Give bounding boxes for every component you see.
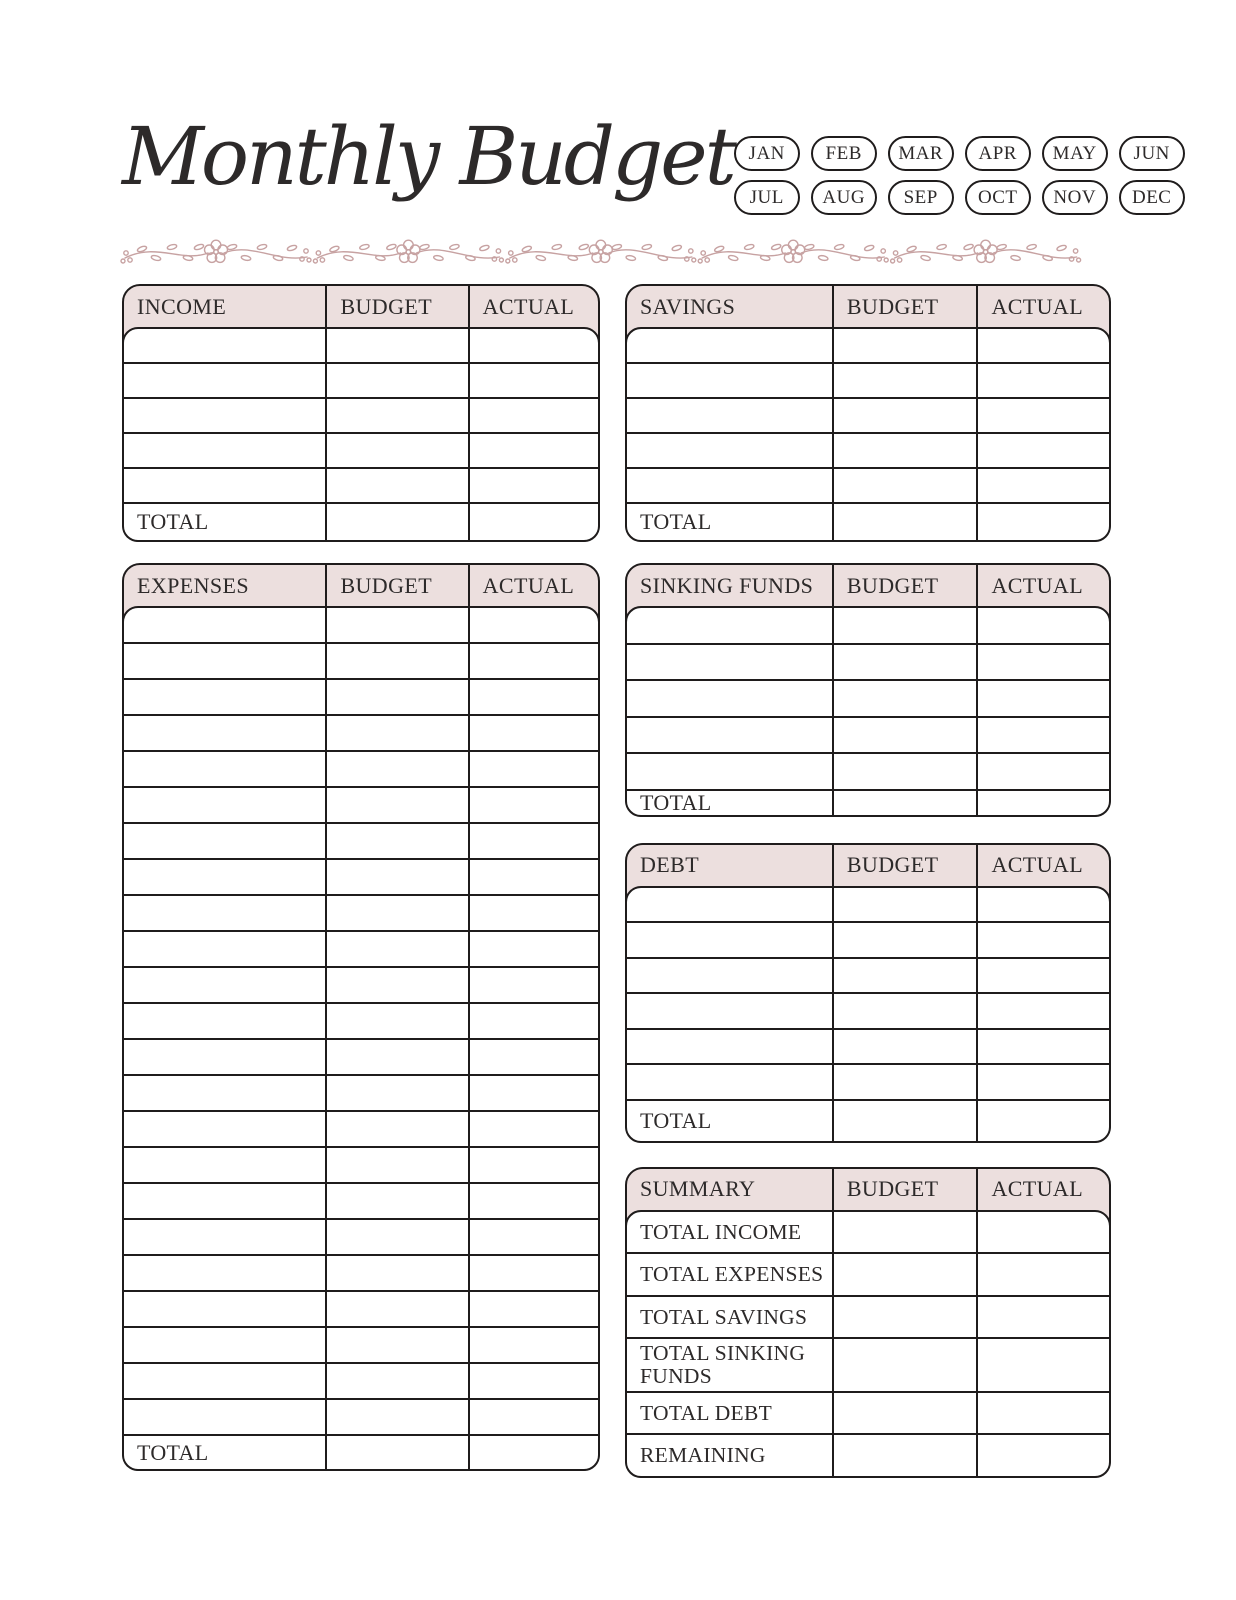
item-name-cell[interactable] [124,1328,325,1362]
actual-value-cell[interactable] [976,888,1109,922]
actual-value-cell[interactable] [468,1076,598,1110]
budget-value-cell[interactable] [832,364,977,397]
budget-value-cell[interactable] [325,1292,467,1326]
actual-value-cell[interactable] [976,1065,1109,1099]
month-pill-aug[interactable]: AUG [811,180,877,215]
actual-value-cell[interactable] [976,1339,1109,1390]
actual-value-cell[interactable] [468,364,598,397]
table-row [124,1398,598,1434]
budget-column-header: BUDGET [832,565,977,606]
actual-value-cell[interactable] [976,469,1109,502]
budget-value-cell[interactable] [325,824,467,858]
budget-total-cell[interactable] [832,504,977,540]
item-name-cell[interactable] [124,364,325,397]
budget-value-cell[interactable] [832,1212,977,1253]
budget-value-cell[interactable] [832,399,977,432]
budget-value-cell[interactable] [325,860,467,894]
total-row [627,1099,1109,1141]
actual-value-cell[interactable] [976,1030,1109,1064]
item-name-cell[interactable] [124,968,325,1002]
month-pill-dec[interactable]: DEC [1119,180,1185,215]
item-name-cell[interactable] [124,1256,325,1290]
total-row [124,1434,598,1469]
item-name-cell[interactable] [627,329,832,362]
actual-value-cell[interactable] [468,1256,598,1290]
actual-value-cell[interactable] [976,681,1109,716]
budget-total-cell[interactable] [325,1436,467,1469]
budget-value-cell[interactable] [325,896,467,930]
item-name-cell[interactable] [627,434,832,467]
table-row [124,1182,598,1218]
summary-row-label: REMAINING [640,1443,766,1468]
budget-value-cell[interactable] [325,1400,467,1434]
total-label: TOTAL [640,509,712,534]
item-name-cell[interactable] [124,1184,325,1218]
item-name-cell[interactable] [124,469,325,502]
item-name-cell[interactable] [124,788,325,822]
budget-value-cell[interactable] [325,364,467,397]
summary-table-body [625,1210,1111,1478]
item-name-cell[interactable] [124,752,325,786]
table-row [124,1218,598,1254]
income-table-body [122,327,600,542]
table-row [124,1110,598,1146]
summary-row [627,1295,1109,1338]
budget-value-cell[interactable] [832,923,977,957]
actual-value-cell[interactable] [976,645,1109,680]
actual-value-cell[interactable] [468,1292,598,1326]
table-row [124,894,598,930]
month-pill-may[interactable]: MAY [1042,136,1108,171]
income-table [122,284,600,542]
expenses-table-body [122,606,600,1471]
budget-value-cell[interactable] [325,1184,467,1218]
item-name-cell[interactable] [627,959,832,993]
savings-table-body [625,327,1111,542]
left-column [122,284,600,1471]
actual-column-header: ACTUAL [468,565,598,606]
item-name-cell[interactable] [124,860,325,894]
right-column [625,284,1111,1478]
table-row [124,642,598,678]
budget-value-cell[interactable] [832,608,977,643]
sinking-funds-header-row [627,565,1109,606]
budget-value-cell[interactable] [325,716,467,750]
item-name-cell[interactable] [124,1076,325,1110]
actual-value-cell[interactable] [976,718,1109,753]
budget-value-cell[interactable] [325,644,467,678]
budget-value-cell[interactable] [325,680,467,714]
actual-value-cell[interactable] [468,1220,598,1254]
budget-value-cell[interactable] [832,1065,977,1099]
budget-value-cell[interactable] [832,888,977,922]
actual-value-cell[interactable] [976,399,1109,432]
item-name-cell[interactable] [124,1220,325,1254]
actual-value-cell[interactable] [468,752,598,786]
budget-value-cell[interactable] [325,434,467,467]
table-row [627,679,1109,716]
debt-table-body [625,886,1111,1143]
actual-value-cell[interactable] [468,1184,598,1218]
budget-value-cell[interactable] [325,968,467,1002]
budget-value-cell[interactable] [325,399,467,432]
table-row [124,1038,598,1074]
actual-value-cell[interactable] [468,824,598,858]
table-row [627,921,1109,957]
table-row [627,467,1109,502]
actual-value-cell[interactable] [468,788,598,822]
page-header [0,0,1236,215]
item-name-cell[interactable] [124,1148,325,1182]
budget-value-cell[interactable] [832,1297,977,1338]
budget-value-cell[interactable] [325,1076,467,1110]
item-name-cell[interactable] [627,754,832,789]
budget-value-cell[interactable] [832,1393,977,1434]
actual-value-cell[interactable] [976,329,1109,362]
budget-value-cell[interactable] [325,1220,467,1254]
actual-total-cell[interactable] [976,504,1109,540]
table-row [124,1362,598,1398]
table-row [124,432,598,467]
table-row [627,643,1109,680]
expenses-table [122,563,600,1471]
summary-table [625,1167,1111,1478]
table-row [124,362,598,397]
debt-table-title: DEBT [640,852,700,878]
savings-header-row [627,286,1109,327]
item-name-cell[interactable] [124,716,325,750]
summary-row [627,1252,1109,1295]
total-label: TOTAL [137,1439,209,1465]
sinking-funds-table-body [625,606,1111,817]
actual-value-cell[interactable] [468,968,598,1002]
item-name-cell[interactable] [124,1040,325,1074]
budget-column-header: BUDGET [325,286,467,327]
table-row [627,716,1109,753]
actual-total-cell[interactable] [468,1436,598,1469]
summary-row-label: TOTAL INCOME [640,1219,802,1244]
item-name-cell[interactable] [627,608,832,643]
actual-value-cell[interactable] [976,1297,1109,1338]
month-pill-jan[interactable]: JAN [734,136,800,171]
budget-column-header: BUDGET [832,286,977,327]
item-name-cell[interactable] [627,994,832,1028]
table-row [124,858,598,894]
savings-table [625,284,1111,542]
month-pill-sep[interactable]: SEP [888,180,954,215]
month-pill-oct[interactable]: OCT [965,180,1031,215]
budget-value-cell[interactable] [832,329,977,362]
budget-value-cell[interactable] [832,681,977,716]
actual-value-cell[interactable] [468,1364,598,1398]
item-name-cell[interactable] [124,1364,325,1398]
budget-value-cell[interactable] [325,608,467,642]
actual-value-cell[interactable] [976,1435,1109,1476]
item-name-cell[interactable] [627,681,832,716]
table-row [124,930,598,966]
month-row-2 [734,180,1185,215]
table-row [124,1074,598,1110]
item-name-cell[interactable] [627,469,832,502]
budget-value-cell[interactable] [832,1339,977,1390]
item-name-cell[interactable] [627,399,832,432]
page-title: Monthly Budget [122,110,734,203]
debt-header-row [627,845,1109,886]
summary-header-row [627,1169,1109,1210]
item-name-cell[interactable] [627,645,832,680]
summary-row [627,1433,1109,1476]
summary-row [627,1391,1109,1434]
month-pill-feb[interactable]: FEB [811,136,877,171]
actual-total-cell[interactable] [976,1101,1109,1141]
table-row [627,957,1109,993]
actual-column-header: ACTUAL [468,286,598,327]
sinking-funds-table-title: SINKING FUNDS [640,572,814,598]
table-row [124,467,598,502]
savings-table-title: SAVINGS [640,293,736,319]
budget-value-cell[interactable] [325,1256,467,1290]
summary-row-label: TOTAL SAVINGS [640,1304,808,1329]
item-name-cell[interactable] [124,1400,325,1434]
budget-value-cell[interactable] [325,1148,467,1182]
actual-value-cell[interactable] [468,680,598,714]
summary-row [627,1212,1109,1253]
table-row [124,1254,598,1290]
actual-value-cell[interactable] [976,1254,1109,1295]
month-pill-nov[interactable]: NOV [1042,180,1108,215]
table-row [124,1326,598,1362]
actual-value-cell[interactable] [468,329,598,362]
summary-row-label: TOTAL SINKING FUNDS [640,1341,806,1389]
item-name-cell[interactable] [124,680,325,714]
table-row [124,329,598,362]
table-row [124,822,598,858]
actual-value-cell[interactable] [468,716,598,750]
actual-total-cell[interactable] [468,504,598,540]
budget-value-cell[interactable] [325,1040,467,1074]
budget-value-cell[interactable] [832,994,977,1028]
table-row [124,608,598,642]
table-row [124,678,598,714]
table-row [124,1146,598,1182]
budget-value-cell[interactable] [325,932,467,966]
item-name-cell[interactable] [124,399,325,432]
floral-vine-icon [120,233,1082,271]
item-name-cell[interactable] [627,888,832,922]
actual-column-header: ACTUAL [976,1169,1109,1210]
actual-value-cell[interactable] [468,434,598,467]
budget-value-cell[interactable] [325,469,467,502]
income-table-title: INCOME [137,293,227,319]
actual-value-cell[interactable] [976,959,1109,993]
budget-value-cell[interactable] [832,1030,977,1064]
budget-column-header: BUDGET [832,1169,977,1210]
budget-total-cell[interactable] [325,504,467,540]
summary-row-label: TOTAL EXPENSES [640,1262,824,1287]
month-pill-mar[interactable]: MAR [888,136,954,171]
table-row [124,966,598,1002]
budget-total-cell[interactable] [832,791,977,815]
table-row [627,432,1109,467]
budget-value-cell[interactable] [325,1004,467,1038]
table-row [627,752,1109,789]
actual-column-header: ACTUAL [976,286,1109,327]
item-name-cell[interactable] [627,718,832,753]
budget-value-cell[interactable] [325,329,467,362]
expenses-table-title: EXPENSES [137,572,249,598]
total-row [627,789,1109,815]
budget-value-cell[interactable] [832,754,977,789]
budget-value-cell[interactable] [832,1435,977,1476]
budget-value-cell[interactable] [832,1254,977,1295]
budget-value-cell[interactable] [832,469,977,502]
month-pill-apr[interactable]: APR [965,136,1031,171]
budget-total-cell[interactable] [832,1101,977,1141]
item-name-cell[interactable] [124,932,325,966]
actual-value-cell[interactable] [468,932,598,966]
actual-value-cell[interactable] [468,1112,598,1146]
actual-value-cell[interactable] [468,608,598,642]
table-row [124,1002,598,1038]
income-header-row [124,286,598,327]
table-row [627,1028,1109,1064]
item-name-cell[interactable] [124,1112,325,1146]
table-row [124,714,598,750]
actual-value-cell[interactable] [468,1040,598,1074]
table-row [124,397,598,432]
sinking-funds-table [625,563,1111,817]
total-label: TOTAL [640,1107,712,1133]
summary-table-title: SUMMARY [640,1176,756,1202]
actual-value-cell[interactable] [976,754,1109,789]
budget-value-cell[interactable] [325,1364,467,1398]
total-label: TOTAL [640,789,712,815]
item-name-cell[interactable] [124,608,325,642]
item-name-cell[interactable] [627,923,832,957]
floral-divider [120,233,1236,271]
month-pill-jul[interactable]: JUL [734,180,800,215]
summary-row [627,1337,1109,1390]
debt-table [625,843,1111,1143]
actual-value-cell[interactable] [468,469,598,502]
table-row [627,992,1109,1028]
actual-value-cell[interactable] [468,644,598,678]
actual-value-cell[interactable] [976,364,1109,397]
table-row [627,362,1109,397]
actual-value-cell[interactable] [468,1328,598,1362]
month-row-1 [734,136,1185,171]
table-row [627,888,1109,922]
actual-value-cell[interactable] [468,399,598,432]
actual-value-cell[interactable] [468,860,598,894]
item-name-cell[interactable] [124,434,325,467]
item-name-cell[interactable] [124,824,325,858]
actual-value-cell[interactable] [976,923,1109,957]
total-label: TOTAL [137,509,209,534]
month-selector [734,112,1185,215]
table-row [124,1290,598,1326]
actual-total-cell[interactable] [976,791,1109,815]
budget-value-cell[interactable] [832,645,977,680]
item-name-cell[interactable] [124,896,325,930]
budget-value-cell[interactable] [325,1112,467,1146]
table-row [627,1063,1109,1099]
actual-column-header: ACTUAL [976,565,1109,606]
actual-value-cell[interactable] [976,1212,1109,1253]
item-name-cell[interactable] [124,644,325,678]
actual-value-cell[interactable] [468,1400,598,1434]
table-row [124,786,598,822]
budget-column-header: BUDGET [325,565,467,606]
item-name-cell[interactable] [627,1030,832,1064]
budget-value-cell[interactable] [832,718,977,753]
actual-value-cell[interactable] [976,434,1109,467]
budget-column-header: BUDGET [832,845,977,886]
month-pill-jun[interactable]: JUN [1119,136,1185,171]
budget-value-cell[interactable] [832,434,977,467]
actual-column-header: ACTUAL [976,845,1109,886]
budget-value-cell[interactable] [325,1328,467,1362]
table-row [124,750,598,786]
tables-grid [0,271,1236,1478]
actual-value-cell[interactable] [976,994,1109,1028]
budget-value-cell[interactable] [325,752,467,786]
summary-row-label: TOTAL DEBT [640,1400,773,1425]
actual-value-cell[interactable] [976,608,1109,643]
actual-value-cell[interactable] [468,896,598,930]
expenses-header-row [124,565,598,606]
actual-value-cell[interactable] [468,1148,598,1182]
budget-value-cell[interactable] [325,788,467,822]
item-name-cell[interactable] [627,364,832,397]
budget-value-cell[interactable] [832,959,977,993]
item-name-cell[interactable] [124,329,325,362]
total-row [627,502,1109,540]
item-name-cell[interactable] [627,1065,832,1099]
table-row [627,397,1109,432]
item-name-cell[interactable] [124,1292,325,1326]
table-row [627,329,1109,362]
actual-value-cell[interactable] [976,1393,1109,1434]
total-row [124,502,598,540]
item-name-cell[interactable] [124,1004,325,1038]
actual-value-cell[interactable] [468,1004,598,1038]
table-row [627,608,1109,643]
